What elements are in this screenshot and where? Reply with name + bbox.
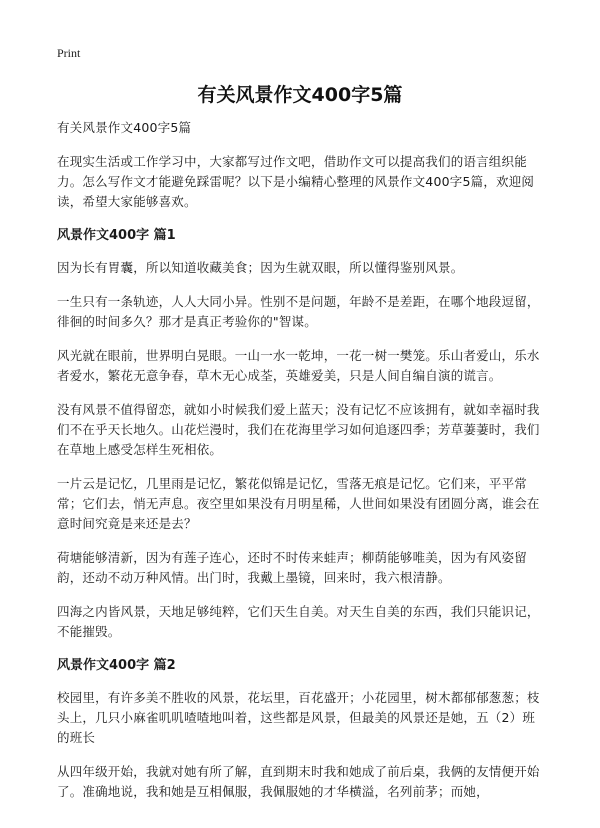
paragraph: 校园里，有许多美不胜收的风景，花坛里，百花盛开；小花园里，树木都郁郁葱葱；枝头上，几只小麻雀叽叽喳喳地叫着，这些都是风景，但最美的风景还是她，五（2）班的班长 [57, 690, 540, 745]
paragraph: 没有风景不值得留恋，就如小时候我们爱上蓝天；没有记忆不应该拥有，就如幸福时我们不在乎天长地久。山花烂漫时，我们在花海里学习如何追逐四季；芳草萋萋时，我们在草地上感受怎样生死相依。 [57, 402, 540, 457]
paragraph: 四海之内皆风景，天地足够纯粹，它们天生自美。对天生自美的东西，我们只能识记，不能摧毁。 [57, 604, 540, 639]
section-heading-2: 风景作文400字 篇2 [57, 658, 176, 673]
paragraph: 因为长有胃囊，所以知道收藏美食；因为生就双眼，所以懂得鉴别风景。 [57, 260, 464, 275]
paragraph: 从四年级开始，我就对她有所了解，直到期末时我和她成了前后桌，我俩的友情便开始了。准确地说，我和她是互相佩服，我佩服她的才华横溢，名列前茅；而她， [57, 764, 540, 799]
section-heading-1: 风景作文400字 篇1 [57, 228, 176, 243]
intro-paragraph: 在现实生活或工作学习中，大家都写过作文吧，借助作文可以提高我们的语言组织能力。怎么写作文才能避免踩雷呢？以下是小编精心整理的风景作文400字5篇，欢迎阅读，希望大家能够喜欢。 [57, 154, 535, 209]
article-subtitle: 有关风景作文400字5篇 [57, 120, 192, 135]
paragraph: 一生只有一条轨迹，人人大同小异。性别不是问题，年龄不是差距，在哪个地段逗留，徘徊的时间多久？那才是真正考验你的"智谋。 [57, 294, 540, 329]
article-body [57, 118, 545, 816]
page-title: 有关风景作文400字5篇 [197, 84, 403, 106]
paragraph: 一片云是记忆，几里雨是记忆，繁花似锦是记忆，雪落无痕是记忆。它们来，平平常常；它们去，悄无声息。夜空里如果没有月明星稀，人世间如果没有团圆分离，谁会在意时间究竟是来还是去？ [57, 476, 540, 531]
paragraph: 荷塘能够清新，因为有莲子连心，还时不时传来蛙声；柳荫能够唯美，因为有风姿留韵，还动不动万种风情。出门时，我戴上墨镜，回来时，我六根清静。 [57, 550, 527, 585]
print-link[interactable]: Print [57, 46, 81, 60]
paragraph: 风光就在眼前，世界明白晃眼。一山一水一乾坤，一花一树一樊笼。乐山者爱山，乐水者爱水，繁花无意争春，草木无心成荃，英雄爱美，只是人间自编自演的谎言。 [57, 348, 540, 383]
